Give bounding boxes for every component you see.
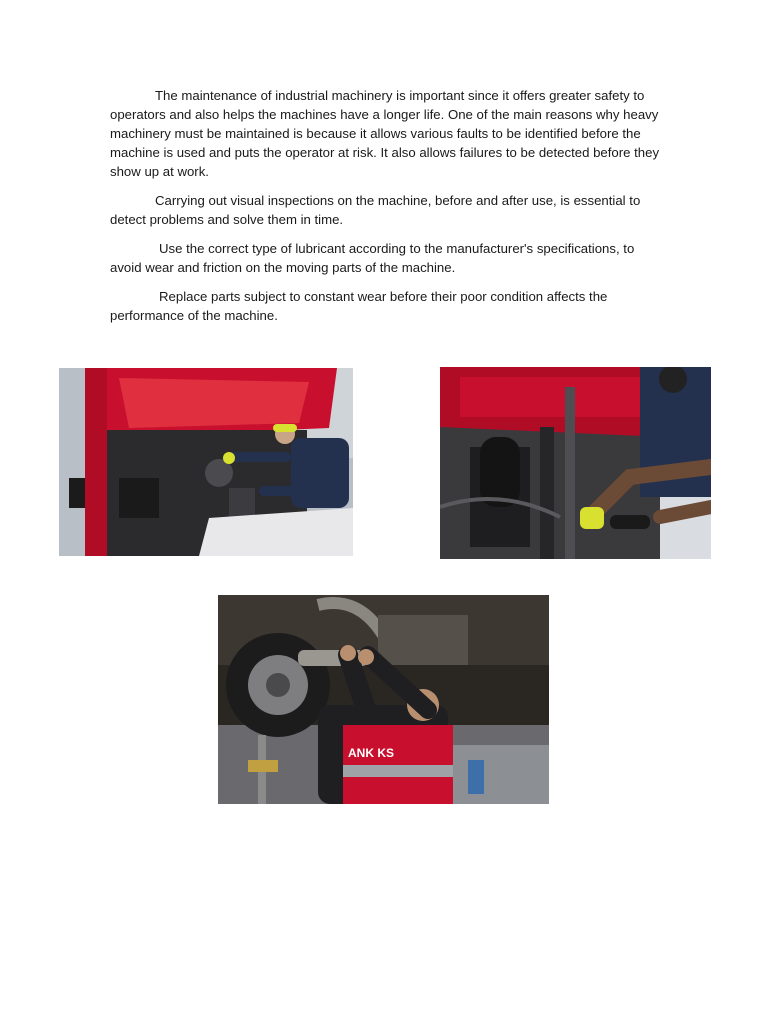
paragraph-visual-inspection: Carrying out visual inspections on the machine, before and after use, is essential to detect problems and solve them in time. (110, 193, 641, 227)
photo-truck-suspension-repair (440, 367, 711, 559)
paragraph-replace-parts: Replace parts subject to constant wear before their poor condition affects the performance of the machine. (110, 289, 608, 323)
vest-lettering: ANK KS (348, 746, 395, 760)
article-body (110, 86, 665, 335)
paragraph-intro: The maintenance of industrial machinery is important since it offers greater safety to operators and also helps the machines have a longer life. One of the main reasons why heavy machinery must be maintained is because it allows various faults to be identified before the machine is used and puts the operator at risk. It also allows failures to be detected before they show up at work. (110, 88, 660, 179)
photo-car-underbody-mechanic (218, 595, 549, 804)
photo-truck-engine-mechanic (59, 368, 353, 556)
paragraph-lubricant: Use the correct type of lubricant according to the manufacturer's specifications, to avoid wear and friction on the moving parts of the machine. (110, 241, 635, 275)
